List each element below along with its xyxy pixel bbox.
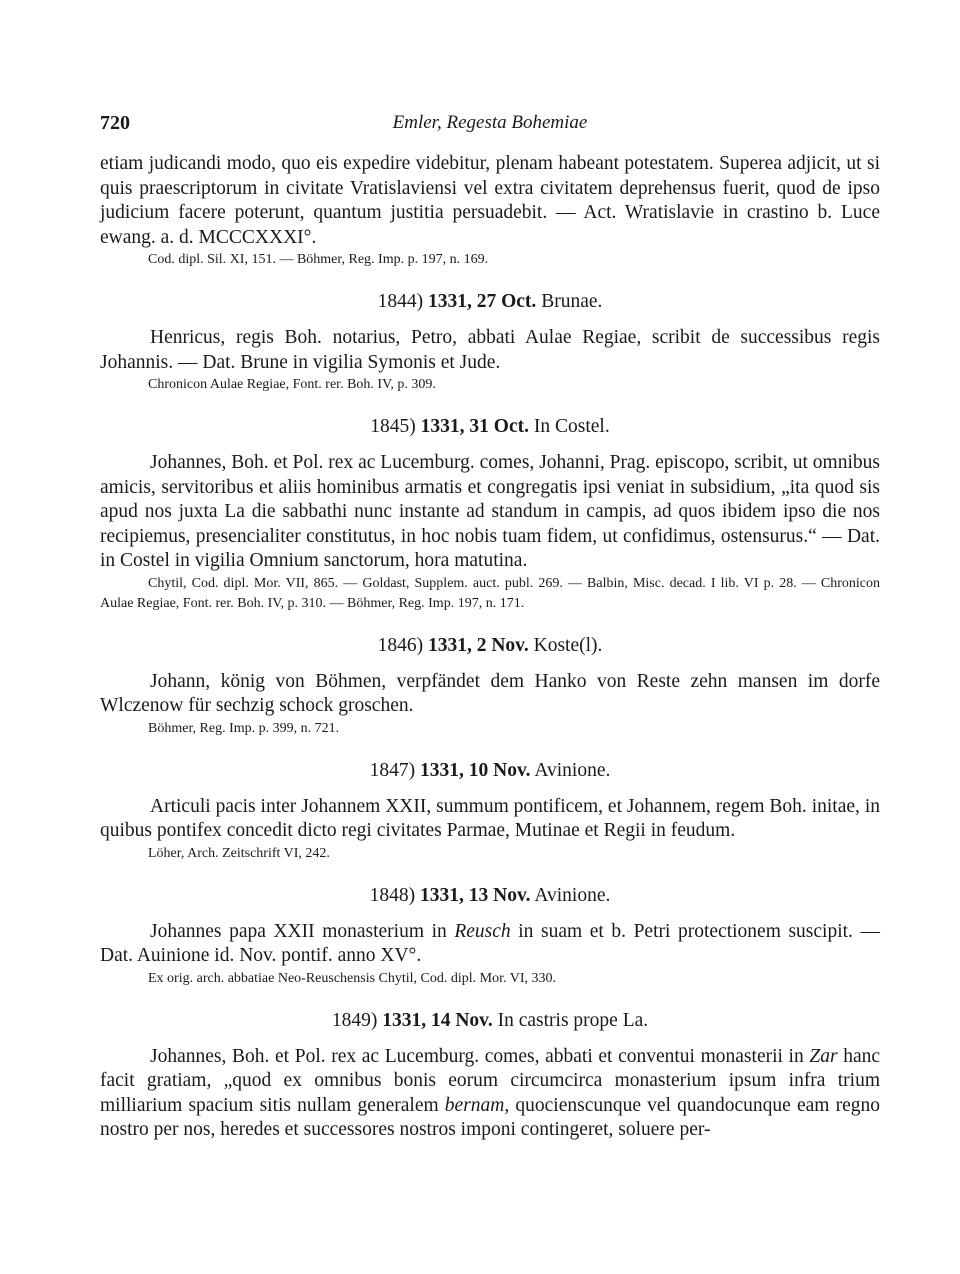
entry-date: 1331, 31 — [420, 416, 489, 437]
entry-number: 1847) — [369, 759, 416, 781]
entry-number: 1846) — [377, 634, 424, 656]
entry-month: Nov. — [493, 759, 531, 781]
entry-month: Nov. — [493, 884, 531, 906]
entry-date: 1331, 10 — [420, 759, 489, 781]
text-part: Johannes, Boh. et Pol. rex ac Lucemburg. comes, abbati et conventui monasterii in — [150, 1045, 810, 1067]
text-part: Johannes papa XXII monasterium in — [150, 920, 455, 942]
entry-place: Avinione. — [534, 884, 611, 906]
entry-heading-1847 — [100, 759, 880, 783]
entry-month: Nov. — [491, 634, 529, 656]
entry-number: 1848) — [369, 884, 416, 906]
entry-place: In castris prope La. — [497, 1009, 649, 1031]
entry-source-1845: Chytil, Cod. dipl. Mor. VII, 865. — Goldast, Supplem. auct. publ. 269. — Balbin, Misc. decad. I lib. VI p. 28. — Chronicon Aulae Regiae, Font. rer. Boh. IV, p. 310. — Böhmer, Reg. Imp. 197, n. 171. — [100, 575, 880, 611]
entry-date: 1331, 2 — [427, 634, 487, 656]
entry-source-1847: Löher, Arch. Zeitschrift VI, 242. — [148, 845, 330, 861]
entry-heading-1848 — [100, 884, 880, 908]
page-body — [100, 152, 880, 1143]
entry-source-1846: Böhmer, Reg. Imp. p. 399, n. 721. — [148, 720, 340, 736]
text-part: in suam et b. Petri protectionem suscipit. — Dat. Auinione id. Nov. pontif. anno XV°. — [100, 920, 880, 966]
entry-month: Oct. — [493, 416, 529, 437]
entry-date: 1331, 27 — [427, 291, 497, 312]
entry-heading-1844 — [100, 290, 880, 314]
entry-place: Brunae. — [541, 291, 603, 312]
entry-text-1849 — [100, 1045, 880, 1143]
entry-text-1847: Articuli pacis inter Johannem XXII, summum pontificem, et Johannem, regem Boh. initae, in quibus pontifex concedit dicto regi civitates Parmae, Mutinae et Regii in feudum. — [100, 795, 880, 841]
entry-place: In Costel. — [533, 416, 610, 437]
entry-date: 1331, 13 — [420, 884, 489, 906]
entry-number: 1844) — [377, 291, 424, 312]
text-italic-place: Zar — [809, 1045, 838, 1067]
entry-source-1848: Ex orig. arch. abbatiae Neo-Reuschensis Chytil, Cod. dipl. Mor. VI, 330. — [148, 970, 557, 986]
text-part: , quocienscunque vel quandocunque eam regno nostro per nos, heredes et successores nostros imponi contingeret, soluere per- — [100, 1094, 880, 1140]
entry-date: 1331, 14 — [382, 1009, 451, 1031]
text-italic-term: bernam — [444, 1094, 505, 1116]
entry-text-1844: Henricus, regis Boh. notarius, Petro, abbati Aulae Regiae, scribit de successibus regis Johannis. — Dat. Brune in vigilia Symonis et Jude. — [100, 327, 880, 373]
text-italic-place: Reusch — [454, 920, 511, 942]
entry-place: Avinione. — [534, 759, 611, 781]
entry-month: Nov. — [455, 1009, 493, 1031]
entry-text-1845: Johannes, Boh. et Pol. rex ac Lucemburg. comes, Johanni, Prag. episcopo, scribit, ut omnibus amicis, servitoribus et aliis hominibus armatis et congregatis ipsi veniat in subsidium, „ita quod sis apud nos juxta La die sabbathi nunc instante ad standum in campis, ad quos ibidem ipso die nos recipiemus, presencialiter constitutus, in hoc nobis tuam fidem, ut confidimus, ostensurus.“ — Dat. in Costel in vigilia Omnium sanctorum, hora matutina. — [100, 452, 880, 571]
entry-text-1848 — [100, 920, 880, 969]
entry-text-1846: Johann, könig von Böhmen, verpfändet dem Hanko von Reste zehn mansen im dorfe Wlczenow für sechzig schock groschen. — [100, 670, 880, 716]
page-number: 720 — [100, 112, 130, 134]
entry-number: 1845) — [370, 416, 416, 437]
entry-heading-1849 — [100, 1009, 880, 1033]
text-part: hanc facit gratiam, „quod ex omnibus bonis eorum circumcirca monasterium ipsum infra trium milliarium spacium sitis nullam generalem — [100, 1045, 881, 1116]
page-header — [100, 112, 880, 142]
entry-heading-1845 — [100, 415, 880, 439]
entry-source-1844: Chronicon Aulae Regiae, Font. rer. Boh. IV, p. 309. — [148, 377, 436, 392]
entry-heading-1846 — [100, 634, 880, 658]
continuation-text: etiam judicandi modo, quo eis expedire videbitur, plenam habeant potestatem. Superea adjicit, ut si quis praescriptorum in civitate Vratislaviensi vel extra civitatem deprehensus fuerit, quod de ipso judicium facere poterunt, quantum justitia persuadebit. — Act. Wratislavie in crastino b. Luce ewang. a. d. MCCCXXXI°. — [100, 153, 880, 248]
running-title: Emler, Regesta Bohemiae — [392, 112, 588, 133]
entry-number: 1849) — [331, 1009, 378, 1031]
entry-place: Koste(l). — [533, 634, 603, 656]
continuation-source: Cod. dipl. Sil. XI, 151. — Böhmer, Reg. Imp. p. 197, n. 169. — [148, 252, 489, 267]
entry-month: Oct. — [501, 291, 537, 312]
